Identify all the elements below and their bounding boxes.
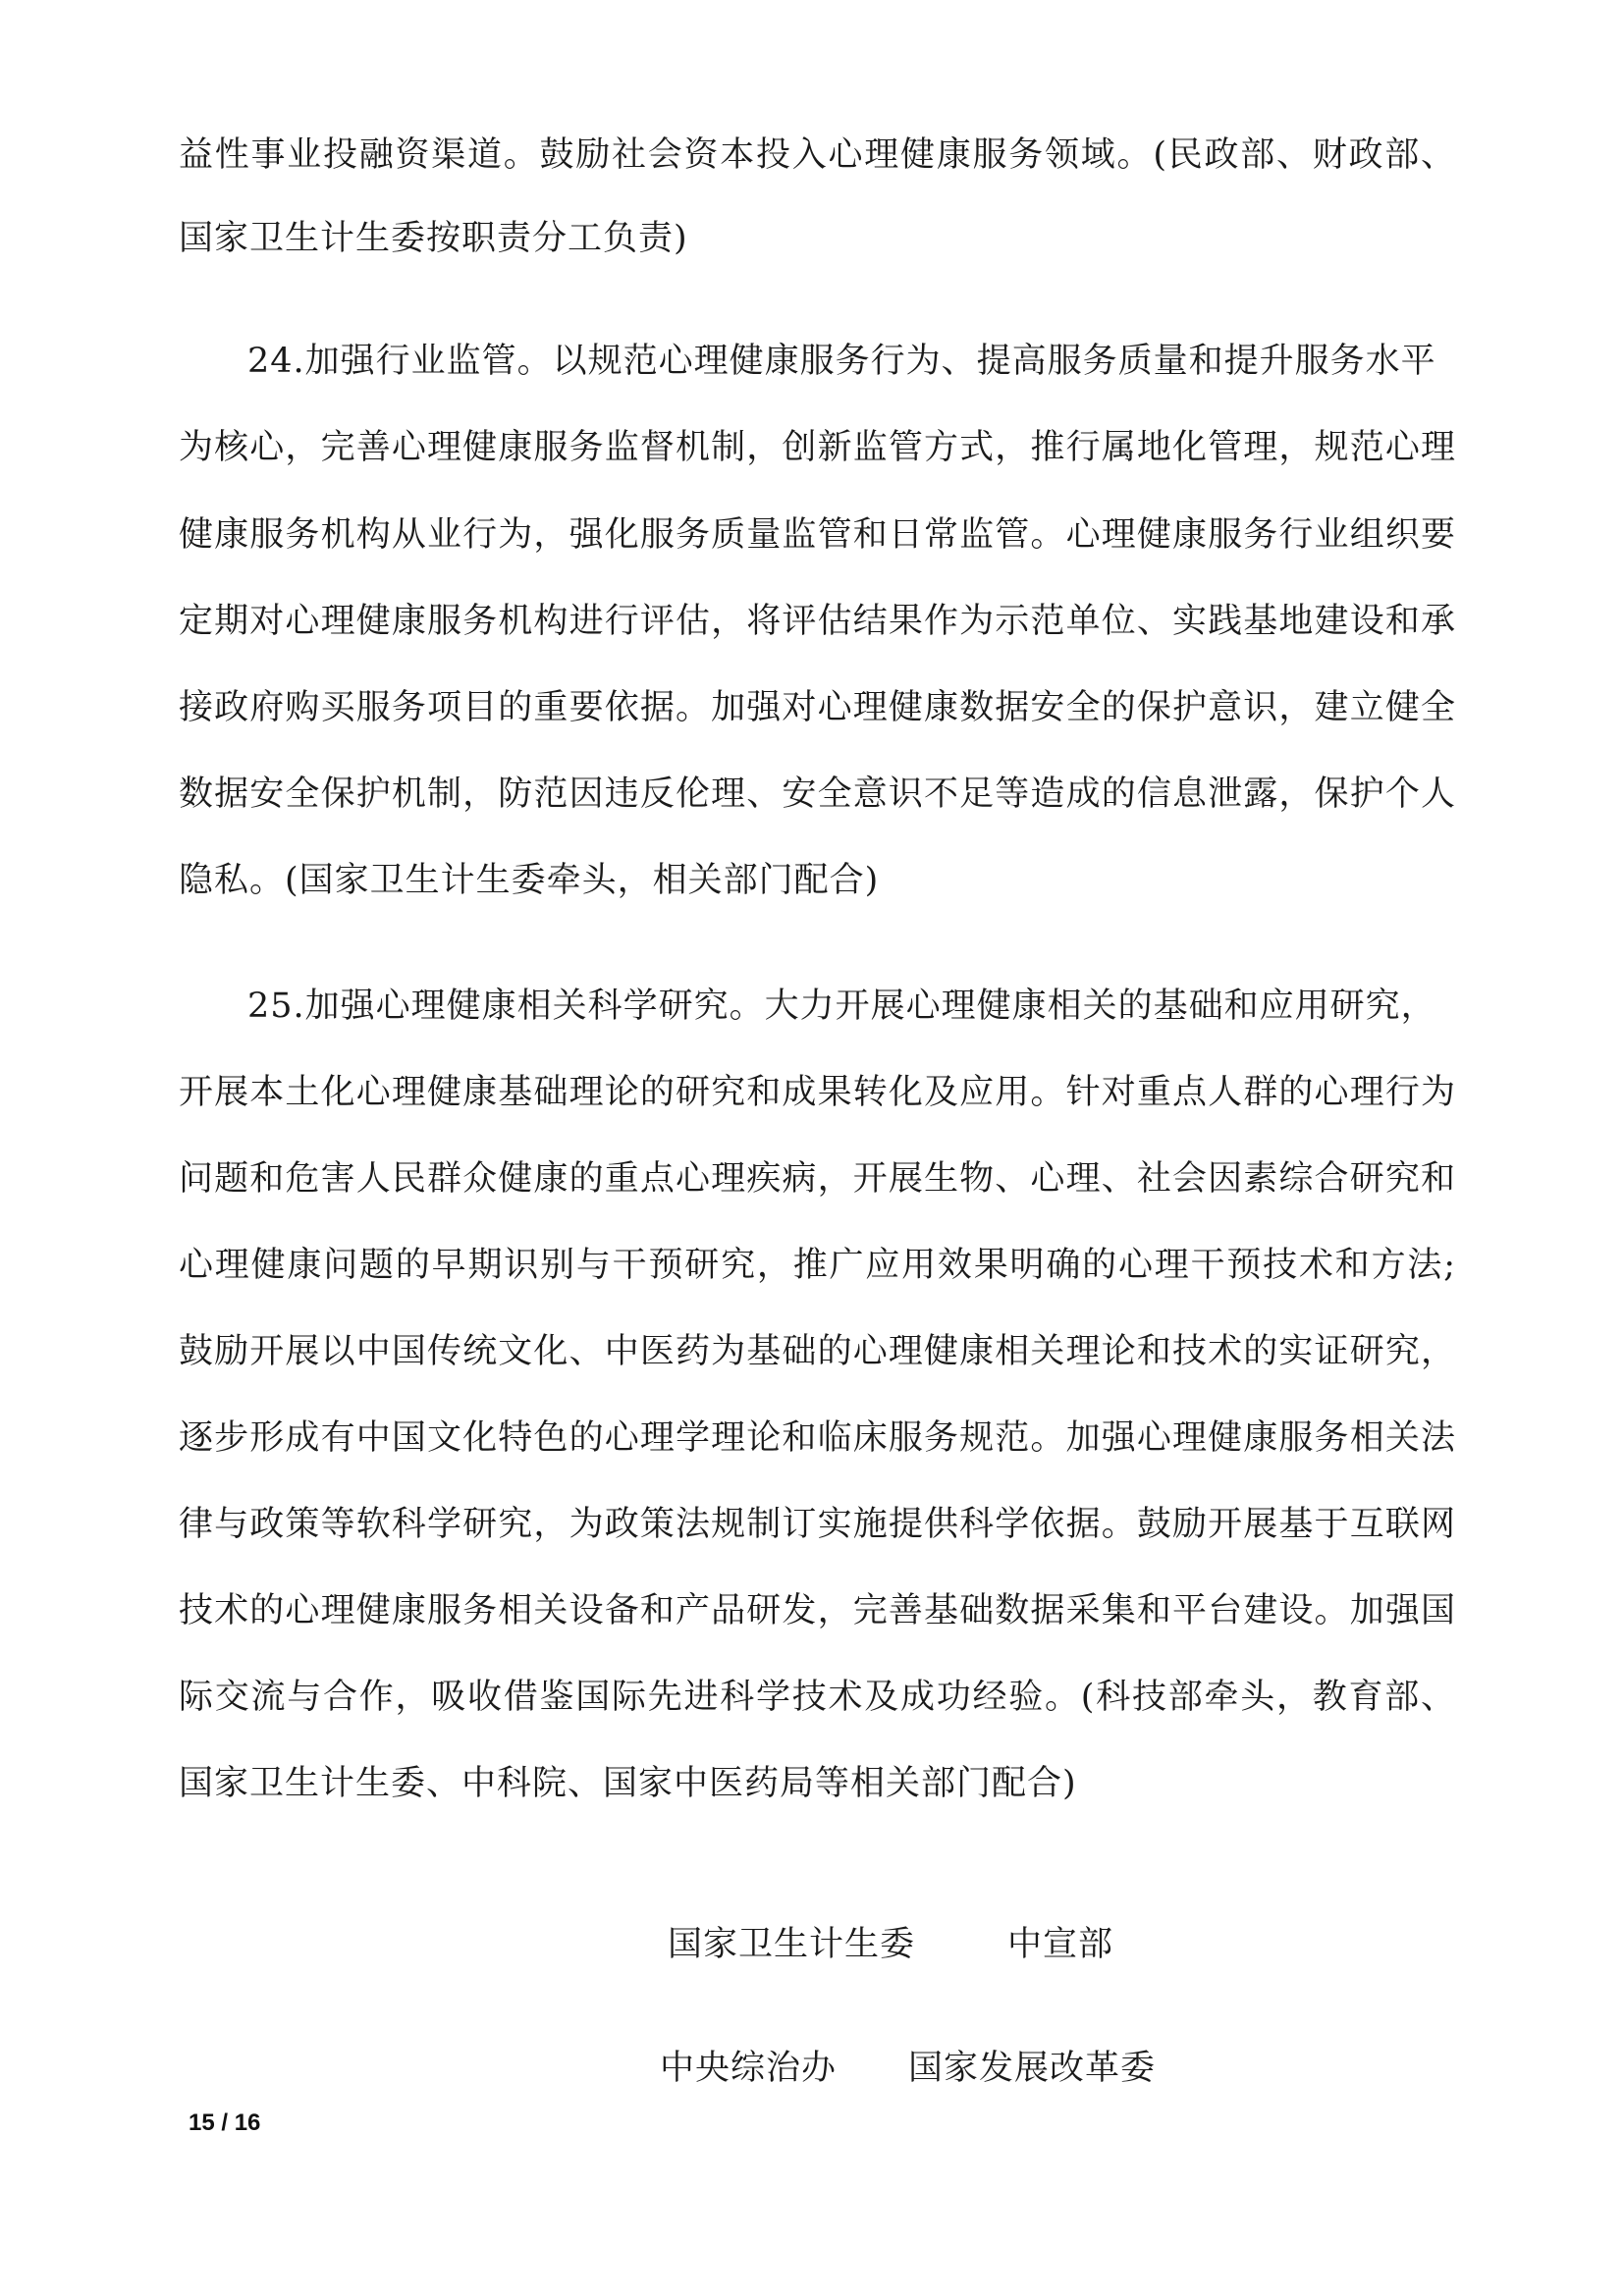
paragraph-line: 定期对心理健康服务机构进行评估，将评估结果作为示范单位、实践基地建设和承 [179,602,1455,641]
paragraph-line: 24.加强行业监管。以规范心理健康服务行为、提高服务质量和提升服务水平 [247,342,1436,381]
paragraph-line: 鼓励开展以中国传统文化、中医药为基础的心理健康相关理论和技术的实证研究， [179,1332,1455,1371]
paragraph-line: 国家卫生计生委、中科院、国家中医药局等相关部门配合) [179,1764,1077,1803]
signatory-name: 国家卫生计生委 [668,1925,916,1964]
paragraph-line: 开展本土化心理健康基础理论的研究和成果转化及应用。针对重点人群的心理行为 [179,1073,1455,1112]
paragraph-line: 健康服务机构从业行为，强化服务质量监管和日常监管。心理健康服务行业组织要 [179,515,1455,555]
paragraph-line: 25.加强心理健康相关科学研究。大力开展心理健康相关的基础和应用研究， [247,987,1436,1026]
signatory-name: 中央综治办 [660,2049,838,2088]
paragraph-line: 国家卫生计生委按职责分工负责) [179,219,688,258]
signatory-name: 国家发展改革委 [908,2049,1157,2088]
paragraph-line: 益性事业投融资渠道。鼓励社会资本投入心理健康服务领域。(民政部、财政部、 [179,135,1455,175]
signatory-name: 中宣部 [1007,1925,1114,1964]
paragraph-line: 心理健康问题的早期识别与干预研究，推广应用效果明确的心理干预技术和方法; [179,1246,1455,1285]
paragraph-line: 问题和危害人民群众健康的重点心理疾病，开展生物、心理、社会因素综合研究和 [179,1159,1455,1199]
paragraph-line: 为核心，完善心理健康服务监督机制，创新监管方式，推行属地化管理，规范心理 [179,428,1455,467]
paragraph-line: 律与政策等软科学研究，为政策法规制订实施提供科学依据。鼓励开展基于互联网 [179,1505,1455,1544]
paragraph-line: 技术的心理健康服务相关设备和产品研发，完善基础数据采集和平台建设。加强国 [179,1591,1455,1630]
paragraph-line: 逐步形成有中国文化特色的心理学理论和临床服务规范。加强心理健康服务相关法 [179,1418,1455,1458]
page-number: 15 / 16 [189,2109,261,2136]
paragraph-line: 隐私。(国家卫生计生委牵头，相关部门配合) [179,861,880,900]
paragraph-line: 接政府购买服务项目的重要依据。加强对心理健康数据安全的保护意识，建立健全 [179,688,1455,727]
paragraph-line: 际交流与合作，吸收借鉴国际先进科学技术及成功经验。(科技部牵头，教育部、 [179,1678,1455,1717]
paragraph-line: 数据安全保护机制，防范因违反伦理、安全意识不足等造成的信息泄露，保护个人 [179,774,1455,814]
